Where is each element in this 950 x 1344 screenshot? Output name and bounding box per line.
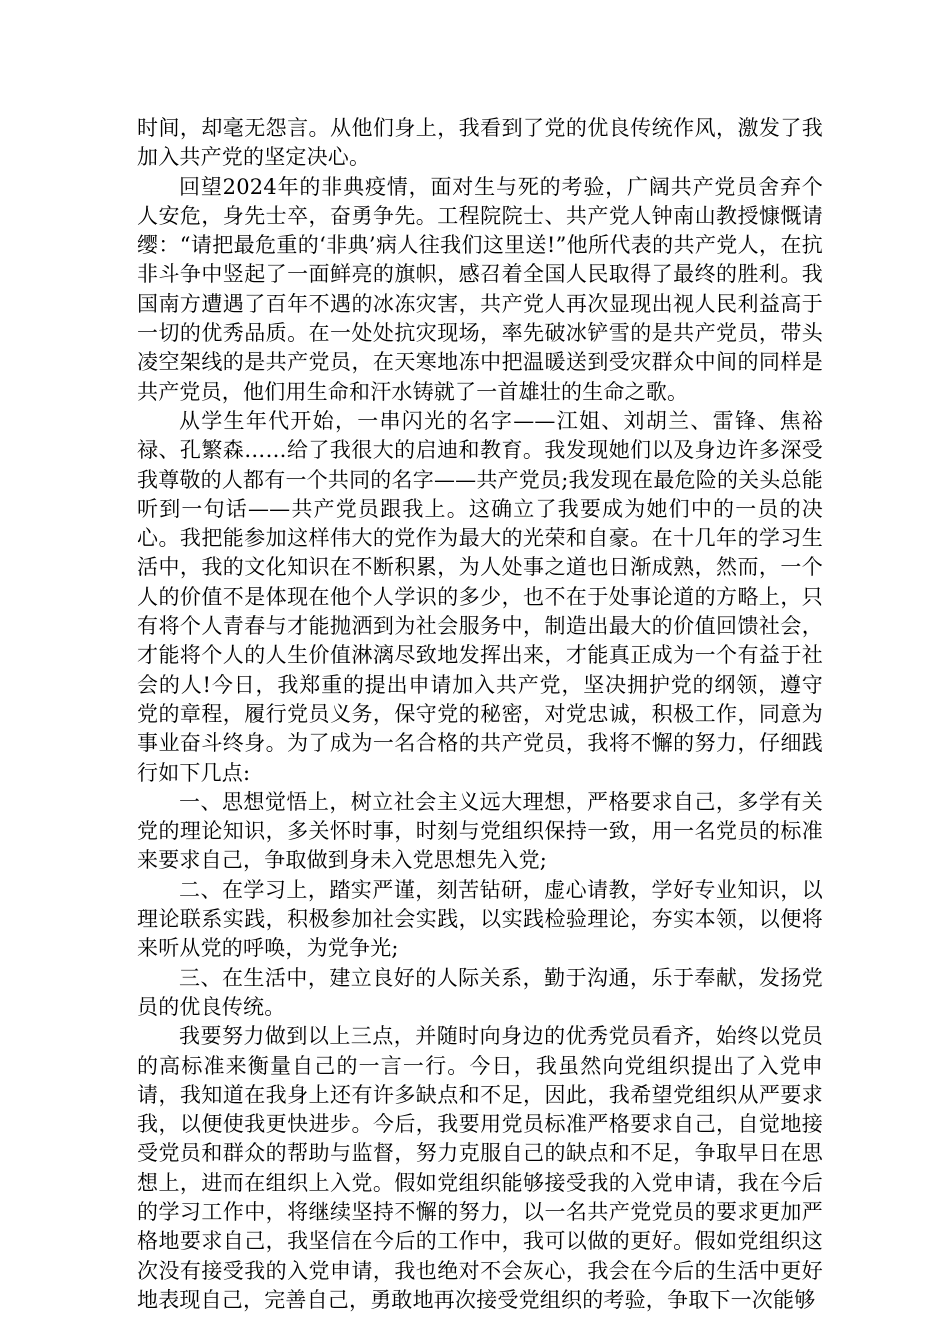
paragraph-point-three: 三、在生活中，建立良好的人际关系，勤于沟通，乐于奉献，发扬党员的优良传统。 <box>137 965 823 1019</box>
paragraph-point-two: 二、在学习上，踏实严谨，刻苦钻研，虚心请教，学好专业知识，以理论联系实践，积极参加社会实践，以实践检验理论，夯实本领，以便将来听从党的呼唤，为党争光; <box>137 877 823 961</box>
paragraph-sars: 回望2024年的非典疫情，面对生与死的考验，广阔共产党员舍弃个人安危，身先士卒，奋勇争先。工程院院士、共产党人钟南山教授慷慨请缨：“请把最危重的‘非典’病人往我们这里送!”他所代表的共产党人，在抗非斗争中竖起了一面鲜亮的旗帜，感召着全国人民取得了最终的胜利。我国南方遭遇了百年不遇的冰冻灾害，共产党人再次显现出视人民利益高于一切的优秀品质。在一处处抗灾现场，率先破冰铲雪的是共产党员，带头凌空架线的是共产党员，在天寒地冻中把温暖送到受灾群众中间的同样是共产党员，他们用生命和汗水铸就了一首雄壮的生命之歌。 <box>137 174 823 404</box>
paragraph-continuation: 时间，却毫无怨言。从他们身上，我看到了党的优良传统作风，激发了我加入共产党的坚定决心。 <box>137 116 823 170</box>
document-body <box>137 114 823 1315</box>
paragraph-conclusion: 我要努力做到以上三点，并随时向身边的优秀党员看齐，始终以党员的高标准来衡量自己的一言一行。今日，我虽然向党组织提出了入党申请，我知道在我身上还有许多缺点和不足，因此，我希望党组织从严要求我，以便使我更快进步。今后，我要用党员标准严格要求自己，自觉地接受党员和群众的帮助与监督，努力克服自己的缺点和不足，争取早日在思想上，进而在组织上入党。假如党组织能够接受我的入党申请，我在今后的学习工作中，将继续坚持不懈的努力，以一名共产党党员的要求更加严格地要求自己，我坚信在今后的工作中，我可以做的更好。假如党组织这次没有接受我的入党申请，我也绝对不会灰心，我会在今后的生活中更好地表现自己，完善自己，勇敢地再次接受党组织的考验，争取下一次能够 <box>137 1024 823 1312</box>
paragraph-point-one: 一、思想觉悟上，树立社会主义远大理想，严格要求自己，多学有关党的理论知识，多关怀时事，时刻与党组织保持一致，用一名党员的标准来要求自己，争取做到身未入党思想先入党; <box>137 789 823 873</box>
paragraph-role-models: 从学生年代开始，一串闪光的名字——江姐、刘胡兰、雷锋、焦裕禄、孔繁森……给了我很大的启迪和教育。我发现她们以及身边许多深受我尊敬的人都有一个共同的名字——共产党员;我发现在最危险的关头总能听到一句话——共产党员跟我上。这确立了我要成为她们中的一员的决心。我把能参加这样伟大的党作为最大的光荣和自豪。在十几年的学习生活中，我的文化知识在不断积累，为人处事之道也日渐成熟，然而，一个人的价值不是体现在他个人学识的多少，也不在于处事论道的方略上，只有将个人青春与才能抛洒到为社会服务中，制造出最大的价值回馈社会，才能将个人的人生价值淋漓尽致地发挥出来，才能真正成为一个有益于社会的人!今日，我郑重的提出申请加入共产党，坚决拥护党的纲领，遵守党的章程，履行党员义务，保守党的秘密，对党忠诚，积极工作，同意为事业奋斗终身。为了成为一名合格的共产党员，我将不懈的努力，仔细践行如下几点: <box>137 408 823 785</box>
